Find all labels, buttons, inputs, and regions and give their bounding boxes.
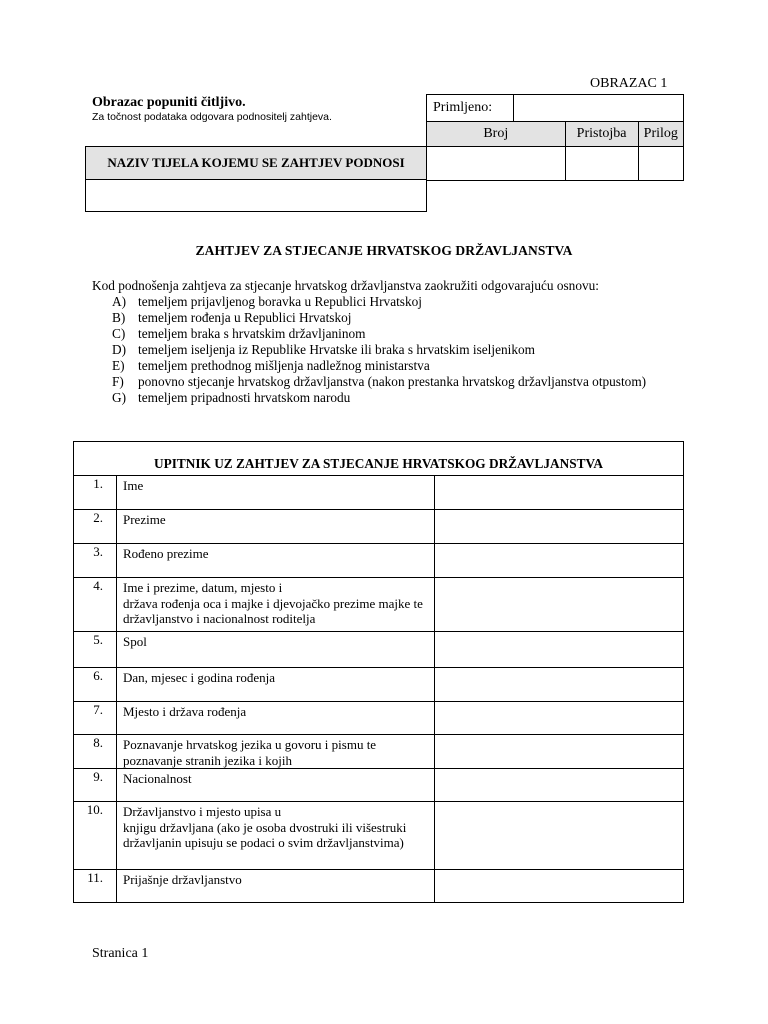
option-f[interactable] [112,374,677,390]
citizenship-field[interactable] [435,802,684,870]
row-number: 2. [74,510,117,544]
option-letter: G) [112,390,127,405]
table-row [74,544,684,578]
rodeno-prezime-field[interactable] [435,544,684,578]
option-c[interactable] [112,326,677,342]
row-label: Ime i prezime, datum, mjesto i država rođenja oca i majke i djevojačko prezime majke te državljanstvo i nacionalnost roditelja [117,578,435,632]
option-text: temeljem rođenja u Republici Hrvatskoj [138,310,352,325]
option-letter: F) [112,374,124,389]
table-row [74,870,684,903]
questionnaire-table [73,441,684,903]
table-row [74,735,684,769]
received-label: Primljeno: [427,95,514,122]
previous-citizenship-field[interactable] [435,870,684,903]
pristojba-header: Pristojba [565,122,638,147]
prilog-field[interactable] [638,147,683,181]
row-label: Prezime [117,510,435,544]
row-label: Mjesto i država rođenja [117,702,435,735]
authority-box [85,146,427,212]
row-label: Poznavanje hrvatskog jezika u govoru i pismu te poznavanje stranih jezika i kojih [117,735,435,769]
table-row [74,802,684,870]
row-number: 6. [74,668,117,702]
option-text: temeljem prethodnog mišljenja nadležnog ministarstva [138,358,430,373]
broj-field[interactable] [427,147,566,181]
row-label: Državljanstvo i mjesto upisa u knjigu državljana (ako je osoba dvostruki ili višestruki državljanin upisuju se podaci o svim državljanstvima) [117,802,435,870]
row-label: Prijašnje državljanstvo [117,870,435,903]
row-label: Spol [117,632,435,668]
table-row [74,769,684,802]
row-number: 8. [74,735,117,769]
receipt-box [426,94,684,181]
birth-date-field[interactable] [435,668,684,702]
questionnaire-title: UPITNIK UZ ZAHTJEV ZA STJECANJE HRVATSKOG DRŽAVLJANSTVA [74,442,684,476]
table-row [74,578,684,632]
authority-label: NAZIV TIJELA KOJEMU SE ZAHTJEV PODNOSI [86,147,427,180]
row-number: 10. [74,802,117,870]
option-letter: A) [112,294,127,309]
options-list [112,294,677,406]
row-label: Dan, mjesec i godina rođenja [117,668,435,702]
option-d[interactable] [112,342,677,358]
page-number: Stranica 1 [92,946,149,961]
instructions-note: Za točnost podataka odgovara podnositelj zahtjeva. [92,111,332,123]
pristojba-field[interactable] [565,147,638,181]
ime-field[interactable] [435,476,684,510]
received-field[interactable] [514,95,684,122]
row-label: Nacionalnost [117,769,435,802]
intro-text: Kod podnošenja zahtjeva za stjecanje hrvatskog državljanstva zaokružiti odgovarajuću osnovu: [92,278,599,293]
row-number: 4. [74,578,117,632]
table-row [74,510,684,544]
row-label: Ime [117,476,435,510]
parents-field[interactable] [435,578,684,632]
document-title: ZAHTJEV ZA STJECANJE HRVATSKOG DRŽAVLJANSTVA [195,243,573,258]
spol-field[interactable] [435,632,684,668]
table-row [74,476,684,510]
table-row [74,668,684,702]
option-g[interactable] [112,390,677,406]
nacionalnost-field[interactable] [435,769,684,802]
option-text: temeljem iseljenja iz Republike Hrvatske ili braka s hrvatskim iseljenikom [138,342,535,357]
form-code: OBRAZAC 1 [590,76,668,91]
option-letter: D) [112,342,127,357]
option-e[interactable] [112,358,677,374]
table-row [74,632,684,668]
row-number: 3. [74,544,117,578]
row-number: 5. [74,632,117,668]
birth-place-field[interactable] [435,702,684,735]
option-a[interactable] [112,294,677,310]
row-number: 11. [74,870,117,903]
prilog-header: Prilog [638,122,683,147]
table-row [74,702,684,735]
option-letter: B) [112,310,126,325]
option-text: temeljem prijavljenog boravka u Republici Hrvatskoj [138,294,422,309]
instructions-title: Obrazac popuniti čitljivo. [92,95,246,110]
option-text: temeljem braka s hrvatskim državljaninom [138,326,366,341]
authority-field[interactable] [86,180,427,212]
row-number: 1. [74,476,117,510]
row-number: 7. [74,702,117,735]
row-number: 9. [74,769,117,802]
language-field[interactable] [435,735,684,769]
option-text: temeljem pripadnosti hrvatskom narodu [138,390,351,405]
prezime-field[interactable] [435,510,684,544]
option-text: ponovno stjecanje hrvatskog državljanstva (nakon prestanka hrvatskog državljanstva otpustom) [138,374,647,389]
broj-header: Broj [427,122,566,147]
row-label: Rođeno prezime [117,544,435,578]
option-b[interactable] [112,310,677,326]
option-letter: E) [112,358,125,373]
option-letter: C) [112,326,126,341]
